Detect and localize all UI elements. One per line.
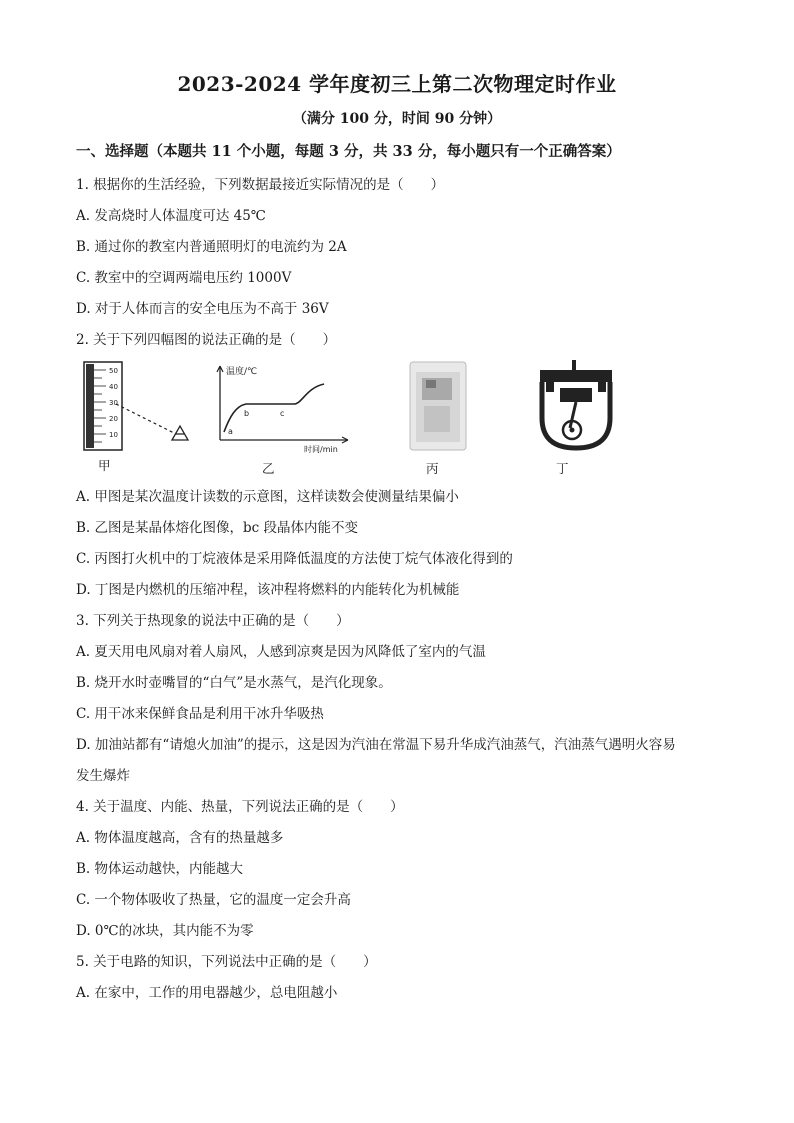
question-3-option-a: A. 夏天用电风扇对着人扇风，人感到凉爽是因为风降低了室内的气温	[76, 644, 486, 660]
section-heading: 一、选择题（本题共 11 个小题，每题 3 分，共 33 分，每小题只有一个正确答案）	[76, 143, 621, 160]
question-4-stem: 4. 关于温度、内能、热量，下列说法正确的是（ ）	[76, 799, 404, 815]
graph-point-b: b	[244, 409, 250, 418]
question-3-stem: 3. 下列关于热现象的说法中正确的是（ ）	[76, 613, 350, 629]
question-3-option-d-continued: 发生爆炸	[76, 768, 130, 784]
melting-curve	[224, 384, 324, 432]
page-subtitle: （满分 100 分，时间 90 分钟）	[292, 111, 502, 127]
engine-figure	[532, 358, 622, 454]
question-4-option-b: B. 物体运动越快，内能越大	[76, 861, 244, 877]
question-2-option-c: C. 丙图打火机中的丁烷液体是采用降低温度的方法使丁烷气体液化得到的	[76, 551, 513, 567]
melting-graph-figure	[206, 358, 356, 454]
graph-ylabel: 温度/℃	[226, 367, 258, 377]
question-1-stem: 1. 根据你的生活经验，下列数据最接近实际情况的是（ ）	[76, 177, 445, 193]
question-4-option-c: C. 一个物体吸收了热量，它的温度一定会升高	[76, 892, 351, 908]
question-2-option-a: A. 甲图是某次温度计读数的示意图，这样读数会使测量结果偏小	[76, 489, 459, 505]
page-title: 2023-2024 学年度初三上第二次物理定时作业	[177, 72, 617, 96]
question-2-option-d: D. 丁图是内燃机的压缩冲程，该冲程将燃料的内能转化为机械能	[76, 582, 460, 598]
question-2-stem: 2. 关于下列四幅图的说法正确的是（ ）	[76, 332, 337, 348]
question-1-option-d: D. 对于人体而言的安全电压为不高于 36V	[76, 301, 329, 317]
question-5-stem: 5. 关于电路的知识，下列说法中正确的是（ ）	[76, 954, 377, 970]
thermometer-tick-30: 30	[109, 399, 118, 407]
thermometer-tick-50: 50	[109, 367, 118, 375]
question-3-option-c: C. 用干冰来保鲜食品是利用干冰升华吸热	[76, 706, 324, 722]
figure-label-yi: 乙	[262, 461, 275, 476]
thermometer-tick-10: 10	[109, 431, 118, 439]
eye-icon	[172, 426, 188, 440]
question-3-option-d: D. 加油站都有“请熄火加油”的提示，这是因为汽油在常温下易升华成汽油蒸气，汽油蒸气遇明火容易	[76, 737, 676, 753]
question-2-option-b: B. 乙图是某晶体熔化图像，bc 段晶体内能不变	[76, 520, 358, 536]
figure-label-ding: 丁	[556, 461, 569, 476]
question-2-figures	[70, 358, 710, 476]
graph-point-c: c	[280, 409, 285, 418]
lighter-figure	[402, 358, 472, 454]
question-5-option-a: A. 在家中，工作的用电器越少，总电阻越小	[76, 985, 338, 1001]
thermometer-figure	[76, 358, 196, 454]
figure-label-jia: 甲	[98, 458, 111, 473]
question-1-option-c: C. 教室中的空调两端电压约 1000V	[76, 270, 292, 286]
question-3-option-b: B. 烧开水时壶嘴冒的“白气”是水蒸气，是汽化现象。	[76, 675, 392, 691]
question-1-option-a: A. 发高烧时人体温度可达 45℃	[76, 208, 266, 224]
figure-label-bing: 丙	[426, 461, 439, 476]
graph-xlabel: 时间/min	[304, 445, 338, 454]
question-1-option-b: B. 通过你的教室内普通照明灯的电流约为 2A	[76, 239, 347, 255]
question-4-option-d: D. 0℃的冰块，其内能不为零	[76, 923, 254, 939]
question-4-option-a: A. 物体温度越高，含有的热量越多	[76, 830, 284, 846]
graph-point-a: a	[228, 427, 233, 436]
thermometer-tick-20: 20	[109, 415, 118, 423]
thermometer-tick-40: 40	[109, 383, 118, 391]
